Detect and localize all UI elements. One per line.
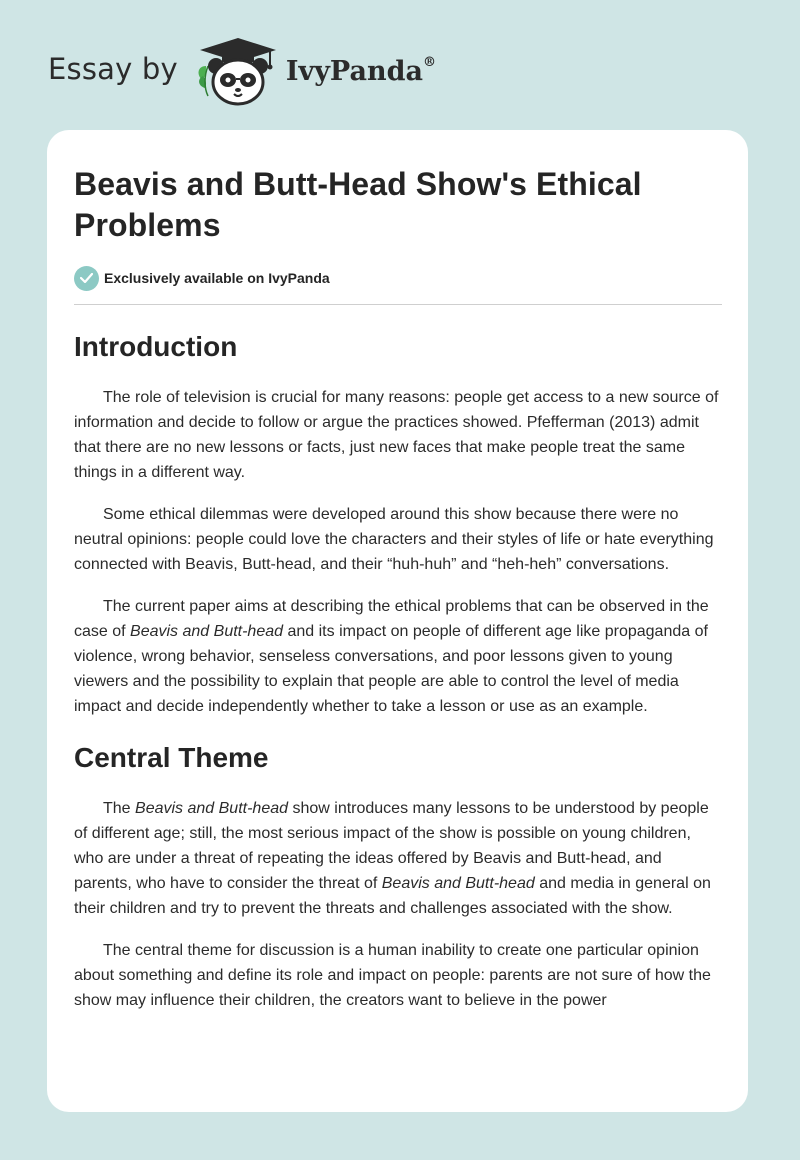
- show-title-italic: Beavis and Butt-head: [381, 875, 535, 892]
- exclusive-badge: [74, 264, 722, 292]
- registered-mark: ®: [422, 54, 436, 70]
- section-heading-introduction: Introduction: [74, 331, 238, 362]
- section-heading-central-theme: Central Theme: [74, 742, 269, 773]
- site-header: [48, 36, 436, 108]
- paragraph: The role of television is crucial for many reasons: people get access to a new source of information and decide to follow or argue the practices showed. Pfefferman (2013) admit that there are no new lessons or facts, just new faces that make people treat the same things in a different way.: [74, 389, 719, 481]
- paragraph: The central theme for discussion is a human inability to create one particular opinion about something and define its role and impact on people: parents are not sure of how the show may influence their children, the creators want to believe in the power: [74, 942, 711, 1009]
- paragraph: Some ethical dilemmas were developed around this show because there were no neutral opinions: people could love the characters and their styles of life or hate everything connected with Beavis, Butt-head, and their “huh-huh” and “heh-heh” conversations.: [74, 506, 714, 573]
- brand-text: IvyPanda: [285, 55, 423, 87]
- essay-title: Beavis and Butt-Head Show's Ethical Problems: [74, 166, 642, 243]
- paragraph: The Beavis and Butt-head show introduces many lessons to be understood by people of different age; still, the most serious impact of the show is possible on young children, who are under a threat of repeating the ideas offered by Beavis and Butt-head, and parents, who have to consider the threat of Beavis and Butt-head and media in general on their children and try to prevent the threats and challenges associated with the show.: [74, 800, 711, 917]
- panda-logo-icon[interactable]: [194, 36, 282, 108]
- brand-name[interactable]: [286, 56, 436, 87]
- check-icon: [74, 266, 99, 291]
- show-title-italic: Beavis and Butt-head: [135, 800, 289, 817]
- essay-by-label: Essay by: [48, 52, 178, 86]
- show-title-italic: Beavis and Butt-head: [130, 623, 284, 640]
- paragraph: The current paper aims at describing the ethical problems that can be observed in the case of Beavis and Butt-head and its impact on people of different age like propaganda of violence, wrong behavior, senseless conversations, and poor lessons given to young viewers and the possibility to explain that people are able to control the level of media impact and decide independently whether to take a lesson or use as an example.: [74, 598, 709, 715]
- divider: [74, 304, 722, 305]
- essay-card: [47, 130, 748, 1112]
- exclusive-label: Exclusively available on IvyPanda: [104, 270, 330, 286]
